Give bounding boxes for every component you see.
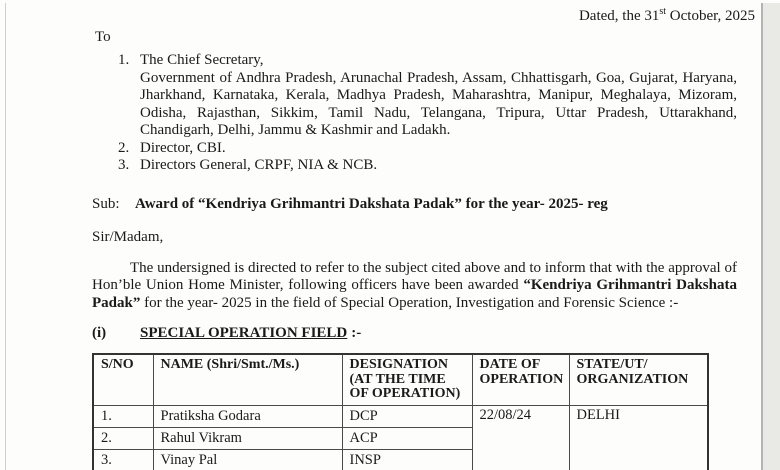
table-row xyxy=(93,405,708,427)
recipient-title: Director, CBI. xyxy=(140,139,226,156)
recipient-number: 1. xyxy=(118,52,130,68)
recipient-item-director-cbi xyxy=(118,140,737,158)
cell-designation: ACP xyxy=(342,427,472,449)
section-heading xyxy=(92,324,780,342)
date-line xyxy=(0,3,755,25)
cell-sno: 2. xyxy=(93,427,153,449)
cell-date-of-operation: 22/08/24 xyxy=(472,405,569,470)
paragraph-text-end: for the year- 2025 in the field of Special Operation, Investigation and Forensic Science :- xyxy=(140,294,679,311)
cell-name: Pratiksha Godara xyxy=(153,405,342,427)
date-ordinal-superscript: st xyxy=(659,6,667,17)
salutation: Sir/Madam, xyxy=(92,228,164,245)
page-right-gutter xyxy=(763,3,780,470)
cell-designation: INSP xyxy=(342,449,472,470)
subject-line xyxy=(92,195,755,213)
section-number: (i) xyxy=(92,325,107,341)
recipient-number: 3. xyxy=(118,157,130,173)
header-name: NAME (Shri/Smt./Ms.) xyxy=(153,354,342,405)
subject-label: Sub: xyxy=(92,195,120,212)
table-header-row xyxy=(93,354,708,405)
header-sno: S/NO xyxy=(93,354,153,405)
section-title: SPECIAL OPERATION FIELD xyxy=(140,325,348,341)
recipient-body: Government of Andhra Pradesh, Arunachal Pradesh, Assam, Chhattisgarh, Goa, Gujarat, Haryana, Jharkhand, Karnataka, Kerala, Madhya Pradesh, Maharashtra, Manipur, Meghalaya, Mizoram, Odisha, Rajasthan, Sikkim, Tamil Nadu, Telangana, Tripura, Uttar Pradesh, Uttarakhand, Chandigarh, Delhi, Jammu & Kashmir and Ladakh. xyxy=(140,69,737,138)
cell-sno: 3. xyxy=(93,449,153,470)
awards-table xyxy=(92,353,709,470)
cell-name: Rahul Vikram xyxy=(153,427,342,449)
recipient-title: Directors General, CRPF, NIA & NCB. xyxy=(140,157,378,173)
recipient-list xyxy=(118,52,737,175)
paragraph-text-start: The undersigned is directed to refer to the subject cited above and to inform that with the approval of Hon’ble Union Home Minister, following officers have been awarded xyxy=(92,259,737,293)
recipient-title: The Chief Secretary, xyxy=(140,52,264,68)
recipient-content xyxy=(140,140,737,158)
recipient-number: 2. xyxy=(118,139,130,156)
header-date-of-operation: DATE OF OPERATION xyxy=(472,354,569,405)
cell-designation: DCP xyxy=(342,405,472,427)
cell-name: Vinay Pal xyxy=(153,449,342,470)
recipient-item-chief-secretary xyxy=(118,52,737,140)
date-prefix: Dated, the 31 xyxy=(578,8,660,24)
document-page xyxy=(0,3,780,470)
recipient-content xyxy=(140,52,737,140)
recipient-item-directors-general xyxy=(118,157,737,175)
cell-state: DELHI xyxy=(569,405,708,470)
body-paragraph xyxy=(92,260,737,313)
to-label: To xyxy=(95,29,111,45)
cell-sno: 1. xyxy=(93,405,153,427)
header-state-organization: STATE/UT/ ORGANIZATION xyxy=(569,354,708,405)
section-suffix: :- xyxy=(351,325,362,341)
paragraph-award-name: “Kendriya Grihmantri Dakshata Padak” xyxy=(92,277,737,311)
recipient-content xyxy=(140,157,737,175)
subject-text: Award of “Kendriya Grihmantri Dakshata Padak” for the year- 2025- reg xyxy=(135,195,608,212)
date-suffix: October, 2025 xyxy=(666,8,755,24)
header-designation: DESIGNATION (AT THE TIME OF OPERATION) xyxy=(342,354,472,405)
page-left-edge xyxy=(5,3,6,470)
